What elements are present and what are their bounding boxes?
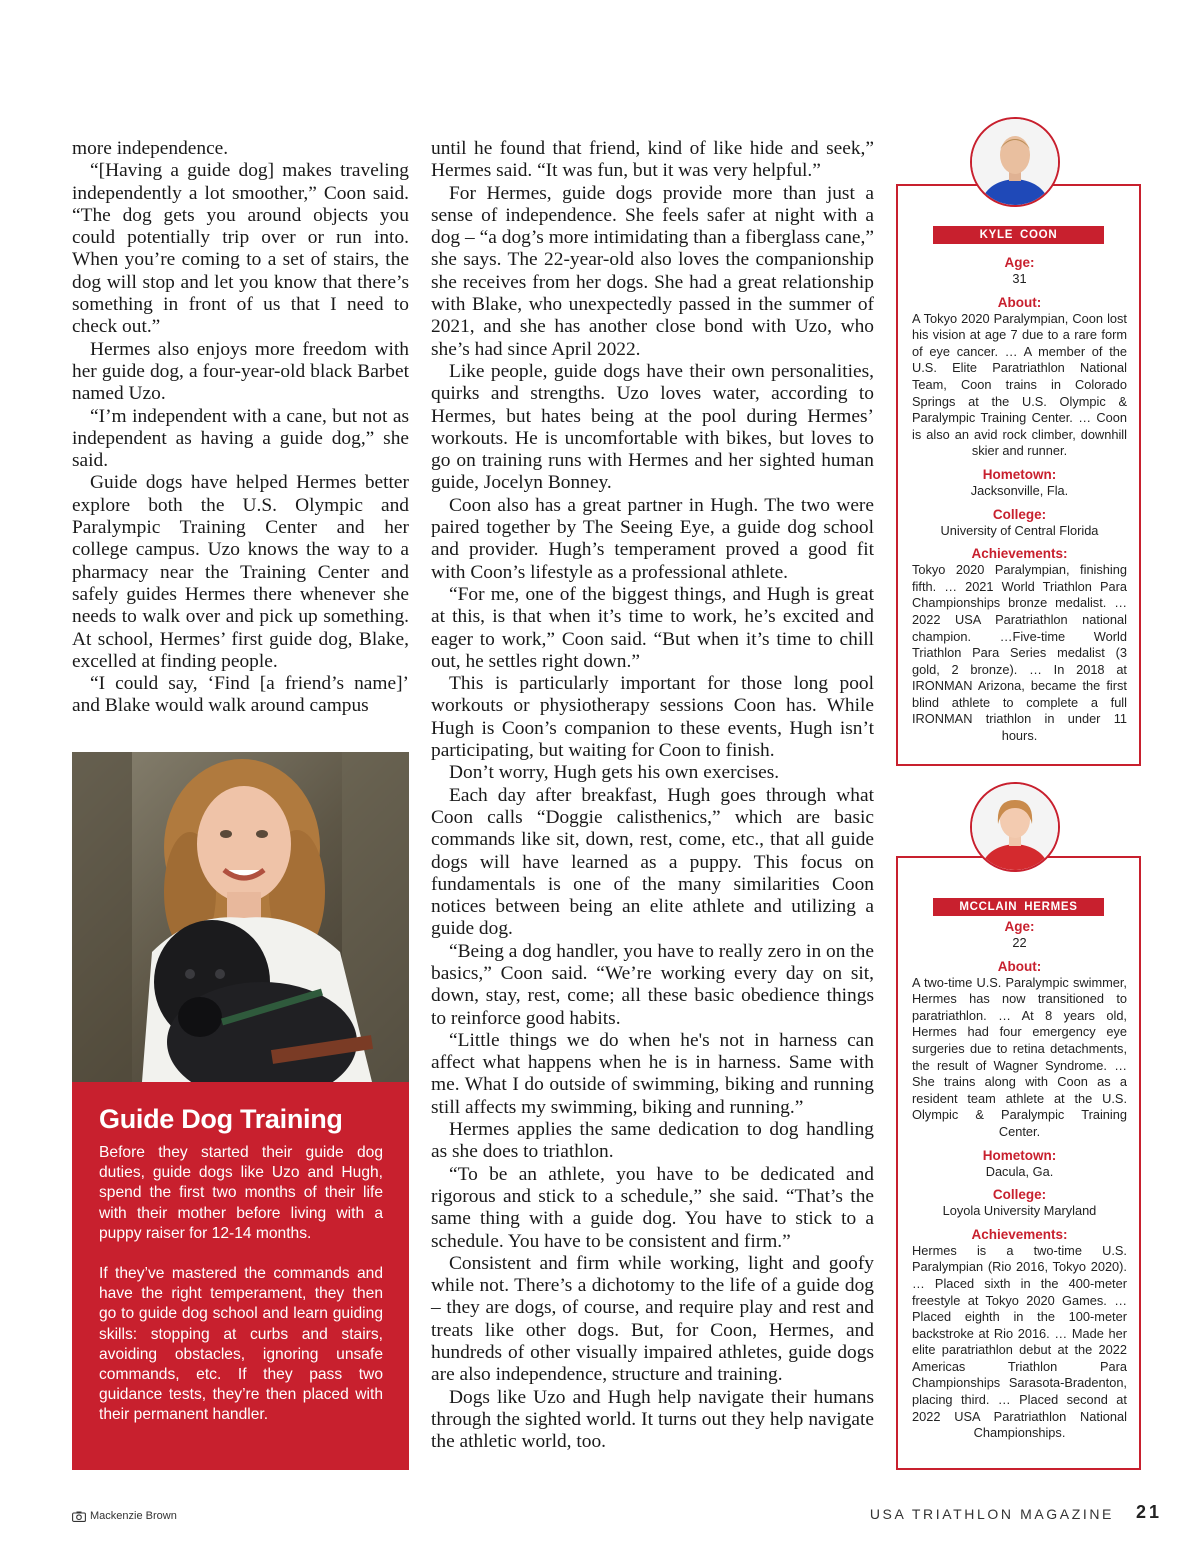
profile-name: KYLE COON	[933, 226, 1104, 244]
mcclain-hermes-avatar	[970, 782, 1060, 872]
article-paragraph: “Little things we do when he's not in harness can affect what happens when he is in harness. Same with me. What I do outside of swimming, biking and running still affects my swimming, biking and running.”	[431, 1029, 874, 1118]
avatar-illustration	[972, 784, 1058, 870]
profile-card-mcclain-hermes	[896, 856, 1141, 1470]
article-paragraph: more independence.	[72, 138, 229, 159]
article-paragraph: Coon also has a great partner in Hugh. The two were paired together by The Seeing Eye, a guide dog school and provider. Hugh’s temperament proved a good fit with Coon’s lifestyle as a professional athlete.	[431, 494, 874, 583]
kyle-coon-avatar	[970, 117, 1060, 207]
achievements-label: Achievements:	[971, 1226, 1068, 1242]
article-paragraph: “[Having a guide dog] makes traveling independently a lot smoother,” Coon said. “The dog gets you around objects you could potentially trip over or run into. When you’re coming to a set of stairs, the dog will stop and let you know that there’s something in front of us that I need to check out.”	[72, 160, 409, 338]
article-paragraph: until he found that friend, kind of like hide and seek,” Hermes said. “It was fun, but it was very helpful.”	[431, 138, 874, 182]
article-paragraph: “I’m independent with a cane, but not as independent as having a guide dog,” she said.	[72, 405, 409, 472]
article-paragraph: “To be an athlete, you have to be dedicated and rigorous and stick to a schedule,” she said. “That’s the same thing with a guide dog. You have to stick to a schedule. You have to be consistent and firm.”	[431, 1163, 874, 1252]
article-column-middle	[431, 138, 874, 1454]
about-label: About:	[997, 958, 1042, 974]
achievements-value: Hermes is a two-time U.S. Paralympian (Rio 2016, Tokyo 2020). … Placed sixth in the 400-meter freestyle at Tokyo 2020 Games. … Placed eighth in the 100-meter backstroke at Rio 2016. … Made her elite paratriathlon debut at the 2022 Americas Triathlon Para Championships Sarasota-Bradenton, placing third. … Placed second at 2022 USA Paratriathlon National Championships.	[912, 1242, 1127, 1441]
hometown-label: Hometown:	[982, 1147, 1057, 1163]
about-value: A two-time U.S. Paralympic swimmer, Hermes has now transitioned to paratriathlon. … At 8 years old, Hermes had four emergency eye surgeries due to retina detachments, the result of Wagner Syndrome. … She trains along with Coon as a resident team athlete at the U.S. Olympic & Paralympic Training Center.	[912, 974, 1127, 1139]
college-value: University of Central Florida	[940, 522, 1099, 538]
college-value: Loyola University Maryland	[942, 1203, 1097, 1219]
sidebar-paragraph: If they’ve mastered the commands and have the right temperament, they then go to guide dog school and learn guiding skills: stopping at curbs and stairs, avoiding obstacles, ignoring unsafe commands, etc. If they pass two guidance tests, they’re then placed with their permanent handler.	[99, 1265, 383, 1424]
hometown-label: Hometown:	[982, 466, 1057, 482]
hometown-value: Dacula, Ga.	[985, 1163, 1054, 1179]
article-paragraph: Consistent and firm while working, light and goofy while not. There’s a dichotomy to the life of a guide dog – they are dogs, of course, and require play and rest and treats like other dogs. But, for Coon, Hermes, and hundreds of other visually impaired athletes, guide dogs are also independence, structure and training.	[431, 1252, 874, 1386]
article-paragraph: “I could say, ‘Find [a friend’s name]’ and Blake would walk around campus	[72, 673, 409, 717]
photo-credit-name: Mackenzie Brown	[90, 1510, 177, 1522]
age-label: Age:	[1004, 919, 1035, 934]
about-value: A Tokyo 2020 Paralympian, Coon lost his vision at age 7 due to a rare form of eye cancer. … A member of the U.S. Elite Paratriathlon National Team, Coon trains in Colorado Springs at the U.S. Olympic & Paralympic Training Center. … Coon is also an avid rock climber, downhill skier and runner.	[912, 310, 1127, 459]
sidebar-title: Guide Dog Training	[99, 1104, 343, 1134]
avatar-illustration	[972, 119, 1058, 205]
sidebar-paragraph: Before they started their guide dog duties, guide dogs like Uzo and Hugh, spend the first two months of their life with their mother before living with a puppy raiser for 12-14 months.	[99, 1144, 383, 1242]
hometown-value: Jacksonville, Fla.	[970, 482, 1069, 498]
page-number: 21	[1135, 1502, 1162, 1522]
article-paragraph: Dogs like Uzo and Hugh help navigate their humans through the sighted world. It turns out they help navigate the athletic world, too.	[431, 1386, 874, 1453]
article-paragraph: Hermes also enjoys more freedom with her guide dog, a four-year-old black Barbet named Uzo.	[72, 338, 409, 405]
achievements-label: Achievements:	[971, 546, 1068, 562]
profile-details	[912, 255, 1127, 752]
article-paragraph: “For me, one of the biggest things, and Hugh is great at this, is that when it’s time to work, he’s excited and eager to work,” Coon said. “But when it’s time to chill out, he settles right down.”	[431, 583, 874, 672]
profile-details	[912, 919, 1127, 1449]
article-paragraph: Guide dogs have helped Hermes better explore both the U.S. Olympic and Paralympic Training Center and her college campus. Uzo knows the way to a pharmacy near the Training Center and safely guides Hermes there whenever she needs to walk over and pick up something. At school, Hermes’ first guide dog, Blake, excelled at finding people.	[72, 472, 409, 672]
article-column-left	[72, 138, 409, 718]
college-label: College:	[992, 506, 1047, 522]
profile-card-kyle-coon	[896, 184, 1141, 766]
article-paragraph: “Being a dog handler, you have to really zero in on the basics,” Coon said. “We’re working every day on sit, down, stay, rest, come; all these basic obedience things to reinforce good habits.	[431, 940, 874, 1029]
article-paragraph: Hermes applies the same dedication to dog handling as she does to triathlon.	[431, 1119, 874, 1163]
age-value: 31	[1012, 271, 1027, 286]
magazine-name: USA TRIATHLON MAGAZINE	[869, 1506, 1114, 1522]
article-paragraph: Like people, guide dogs have their own personalities, quirks and strengths. Uzo loves water, according to Hermes, but hates being at the pool during Hermes’ workouts. He is uncomfortable with bikes, but loves to go on training runs with Hermes and her sighted human guide, Jocelyn Bonney.	[431, 360, 874, 494]
age-value: 22	[1012, 935, 1027, 950]
camera-icon	[72, 1511, 86, 1522]
about-label: About:	[997, 294, 1042, 310]
photo-credit	[72, 1510, 177, 1522]
profile-name: MCCLAIN HERMES	[933, 898, 1104, 916]
article-paragraph: For Hermes, guide dogs provide more than just a sense of independence. She feels safer at night with a dog – “a dog’s more intimidating than a fiberglass cane,” she says. The 22-year-old also loves the companionship she receives from her dogs. She had a great relationship with Blake, who unexpectedly passed in the summer of 2021, and she has another close bond with Uzo, who she’s had since April 2022.	[431, 182, 874, 360]
article-paragraph: This is particularly important for those long pool workouts or physiotherapy sessions Coon has. While Hugh is Coon’s companion to these events, Hugh isn’t participating, but waiting for Coon to finish.	[431, 673, 874, 762]
hermes-with-guide-dog-photo	[72, 752, 409, 1082]
college-label: College:	[992, 1187, 1047, 1203]
photo-illustration	[72, 752, 409, 1082]
article-paragraph: Don’t worry, Hugh gets his own exercises.	[449, 762, 780, 784]
guide-dog-training-sidebar	[72, 1082, 409, 1470]
article-paragraph: Each day after breakfast, Hugh goes through what Coon calls “Doggie calisthenics,” which are basic commands like sit, down, rest, come, etc., that all guide dogs will have learned as a puppy. This focus on fundamentals is one of the many similarities Coon notices between being an elite athlete and utilizing a guide dog.	[431, 784, 874, 940]
age-label: Age:	[1004, 255, 1035, 270]
achievements-value: Tokyo 2020 Paralympian, finishing fifth. … 2021 World Triathlon Para Championships bronze medalist. … 2022 USA Paratriathlon national champion. …Five-time World Triathlon Para Series medalist (3 gold, 2 bronze). … In 2018 at IRONMAN Arizona, became the first blind athlete to complete a full IRONMAN triathlon in under 11 hours.	[912, 562, 1127, 744]
